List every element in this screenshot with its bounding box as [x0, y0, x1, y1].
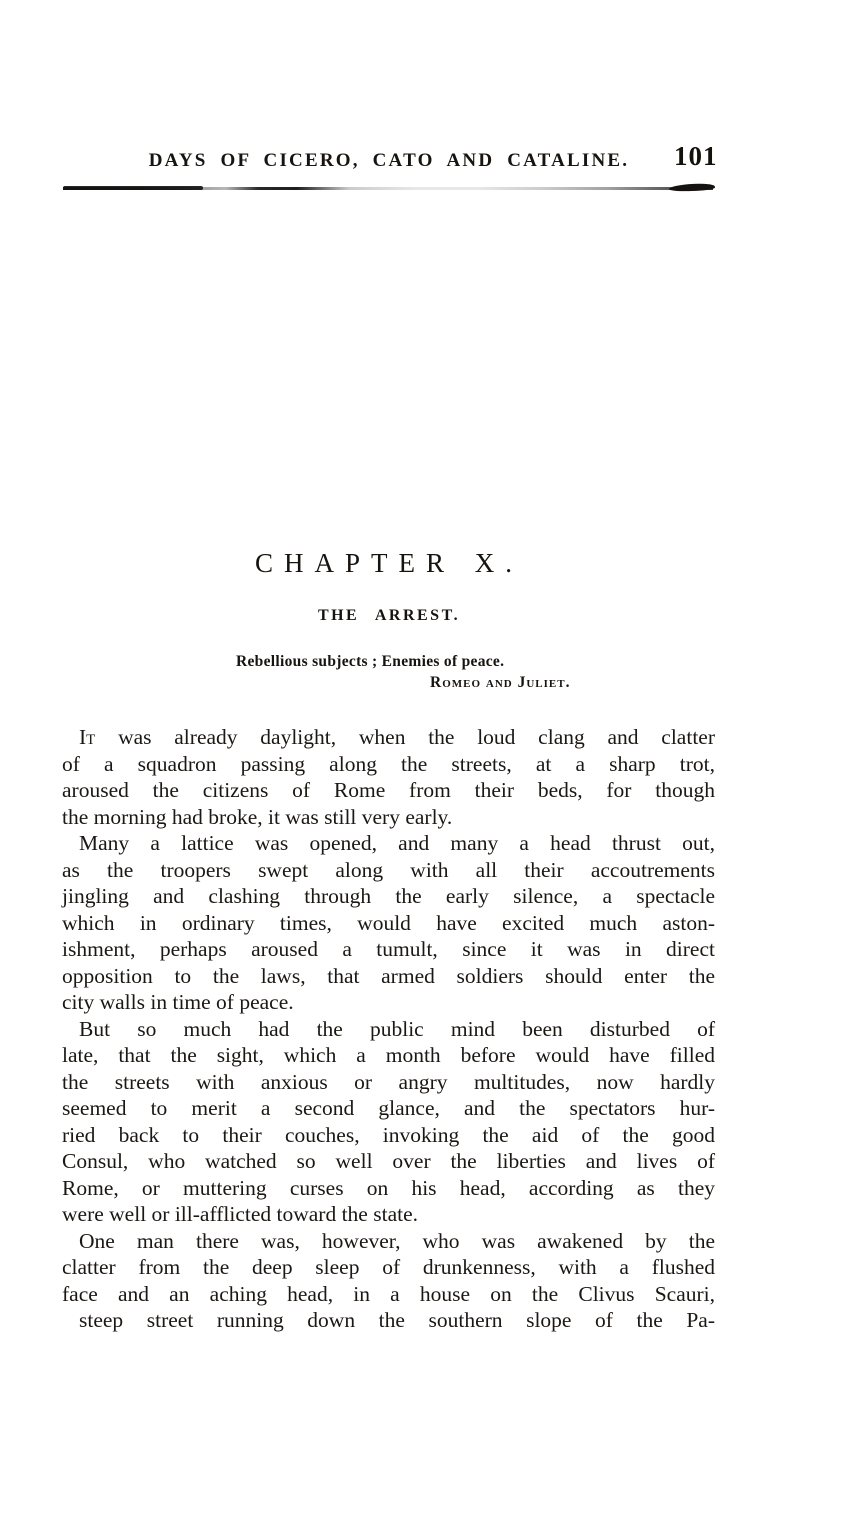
text-line: One man there was, however, who was awakened by the	[79, 1228, 715, 1253]
running-head-title: DAYS OF CICERO, CATO AND CATALINE.	[148, 150, 630, 171]
text-line: Many a lattice was opened, and many a head thrust out,	[79, 831, 715, 855]
text-line: city walls in time of peace.	[62, 990, 294, 1014]
paragraph	[62, 830, 715, 1016]
text-line: which in ordinary times, would have excited much aston-	[62, 910, 715, 935]
text-line: ishment, perhaps aroused a tumult, since it was in direct	[62, 937, 715, 961]
text-line: opposition to the laws, that armed soldiers should enter the	[62, 963, 715, 988]
epigraph-quote: Rebellious subjects ; Enemies of peace.	[236, 653, 505, 670]
text-line: as the troopers swept along with all their accoutrements	[62, 857, 715, 882]
text-line: of a squadron passing along the streets, at a sharp trot,	[62, 751, 715, 776]
text-line: face and an aching head, in a house on the Clivus Scauri,	[62, 1281, 715, 1306]
page-number: 101	[674, 141, 718, 171]
header-rule	[63, 187, 713, 190]
text-line: steep street running down the southern slope of the Pa-	[79, 1308, 715, 1332]
text-line: late, that the sight, which a month before would have filled	[62, 1043, 715, 1067]
text-line: jingling and clashing through the early silence, a spectacle	[62, 884, 715, 908]
text-line: ried back to their couches, invoking the aid of the good	[62, 1122, 715, 1147]
lead-word: It	[79, 725, 96, 749]
text-line: seemed to merit a second glance, and the spectators hur-	[62, 1096, 715, 1120]
text-line: But so much had the public mind been disturbed of	[79, 1016, 715, 1041]
text-line: aroused the citizens of Rome from their beds, for though	[62, 778, 715, 802]
chapter-heading: CHAPTER X.	[254, 548, 523, 578]
epigraph-attribution: Romeo and Juliet.	[430, 674, 571, 691]
text-line: the streets with anxious or angry multitudes, now hardly	[62, 1069, 715, 1094]
text-line: It was already daylight, when the loud clang and clatter	[79, 725, 715, 749]
text-line: clatter from the deep sleep of drunkenness, with a flushed	[62, 1255, 715, 1279]
paragraph	[62, 1016, 715, 1228]
body-text	[62, 724, 715, 1334]
text-line: Rome, or muttering curses on his head, according as they	[62, 1175, 715, 1200]
text-line: the morning had broke, it was still very early.	[62, 804, 453, 829]
chapter-subheading: THE ARREST.	[317, 607, 461, 624]
text-line: Consul, who watched so well over the liberties and lives of	[62, 1149, 715, 1173]
paragraph	[62, 724, 715, 830]
text-line: were well or ill-afflicted toward the state.	[62, 1202, 418, 1226]
paragraph	[62, 1228, 715, 1334]
